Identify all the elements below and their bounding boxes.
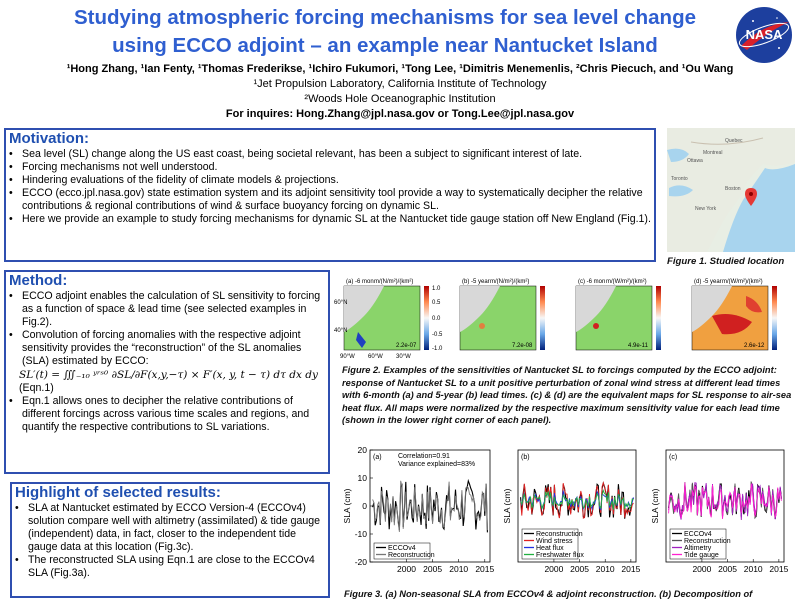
title-line-2: using ECCO adjoint – an example near Nantucket Island bbox=[112, 34, 658, 57]
x-tick-label: 2015 bbox=[475, 564, 495, 574]
authors-line: ¹Hong Zhang, ¹Ian Fenty, ¹Thomas Frederikse, ¹Ichiro Fukumori, ¹Tong Lee, ¹Dimitris Menemenlis, ²Chris Piecuch, and ¹Ou Wang bbox=[66, 63, 734, 75]
legend-entry: Wind stress bbox=[536, 538, 573, 545]
y-axis-label: SLA (cm) bbox=[342, 488, 352, 524]
title-line-1: Studying atmospheric forcing mechanisms for sea level change bbox=[73, 6, 697, 29]
cbar-tick: 1.0 bbox=[432, 286, 441, 292]
fig2-a-scale: 2.2e-07 bbox=[396, 343, 417, 349]
legend-entry: Tide gauge bbox=[684, 552, 719, 559]
cbar-tick: 0.5 bbox=[432, 300, 441, 306]
list-item: • SLA at Nantucket estimated by ECCO Version-4 (ECCOv4) solution compare well with altimetry (assimilated) & tide gauge (independent) data, in fact, closer to the independent tide gauge data at this location (Fig.3c). bbox=[15, 502, 326, 554]
figure1-map bbox=[667, 128, 795, 252]
fig2-c-scale: 4.9e-11 bbox=[628, 343, 648, 349]
affiliation-whoi: ²Woods Hole Oceanographic Institution bbox=[304, 93, 496, 105]
inquiries-line: For inquires: Hong.Zhang@jpl.nasa.gov or Tong.Lee@jpl.nasa.gov bbox=[225, 108, 575, 120]
nasa-logo-text: NASA bbox=[745, 27, 783, 42]
x-tick-label: 2010 bbox=[595, 564, 615, 574]
y-axis-label: SLA (cm) bbox=[502, 488, 512, 524]
x-tick-label: 2000 bbox=[692, 564, 712, 574]
chart-annotation: Correlation=0.91 bbox=[398, 453, 450, 460]
poster-title bbox=[40, 4, 730, 60]
fig2-a-label: (a) -6 mon bbox=[346, 279, 374, 285]
motivation-list bbox=[6, 148, 654, 226]
eqn1-label: (Eqn.1) bbox=[19, 382, 54, 394]
figure2-panels bbox=[336, 276, 796, 360]
author-block bbox=[0, 62, 800, 122]
list-item: • ECCO adjoint enables the calculation of SL sensitivity to forcing as a function of space & lead time (see selected examples in Fig.2). bbox=[9, 290, 326, 329]
map-label-new-york: New York bbox=[695, 206, 717, 212]
lon-tick: 90°W bbox=[340, 354, 355, 360]
fig2-c-units: m/(W/m²)/(km²) bbox=[606, 279, 647, 285]
legend-entry: Heat flux bbox=[536, 545, 564, 552]
fig2-b-scale: 7.2e-08 bbox=[512, 343, 533, 349]
x-tick-label: 2000 bbox=[544, 564, 564, 574]
figure1-caption: Figure 1. Studied location bbox=[667, 256, 785, 267]
motivation-box bbox=[4, 128, 656, 262]
legend-entry: Reconstruction bbox=[388, 552, 435, 559]
results-box bbox=[10, 482, 330, 598]
list-item: • Convolution of forcing anomalies with the respective adjoint sensitivity provides the “reconstruction” of the SL anomalies (SLA) estimated by ECCO: bbox=[9, 329, 326, 368]
method-list bbox=[6, 290, 328, 368]
list-item: • The reconstructed SLA using Eqn.1 are close to the ECCOv4 SLA (Fig.3a). bbox=[15, 554, 326, 580]
fig2-panel-c bbox=[576, 279, 661, 350]
list-item: • Sea level (SL) change along the US east coast, being societal relevant, has been a subject to significant interest of late. bbox=[9, 148, 652, 161]
fig2-c-label: (c) -6 mon bbox=[578, 279, 606, 285]
eqn1-formula: SL′(t) = ∭₋₁₀ ʸʳˢ⁰ ∂SL/∂F(x,y,−τ) × F′(x, y, t − τ) dτ dx dy bbox=[19, 369, 318, 381]
y-tick-label: 0 bbox=[362, 501, 367, 511]
list-item: • Hindering evaluations of the fidelity of climate models & projections. bbox=[9, 174, 652, 187]
map-label-toronto: Toronto bbox=[671, 176, 688, 182]
map-label-montreal: Montreal bbox=[703, 150, 723, 156]
x-tick-label: 2000 bbox=[397, 564, 416, 574]
legend-entry: Altimetry bbox=[684, 545, 712, 552]
method-list-2 bbox=[6, 395, 328, 434]
fig3-panel-1 bbox=[342, 445, 495, 574]
map-label-boston: Boston bbox=[725, 186, 741, 192]
cbar-tick: -1.0 bbox=[432, 346, 443, 352]
map-label-ottawa: Ottawa bbox=[687, 158, 703, 164]
legend-entry: Reconstruction bbox=[684, 538, 731, 545]
fig2-a-units: m/(N/m²)/(km²) bbox=[374, 279, 414, 285]
figure2-svg bbox=[336, 276, 796, 360]
figure2-caption: Figure 2. Examples of the sensitivities of Nantucket SL to forcings computed by the ECCO adjoint: response of Nantucket SL to a unit positive perturbation of zonal wind stress at different lead times with 6-month (a) and 5-year (b) lead times. (c) & (d) are the equivalent maps for SL response to air-sea heat flux. All maps were normalized by the respective maximum sensitivity value for each lead time (shown in the lower right corner of each panel). bbox=[342, 365, 792, 425]
x-tick-label: 2010 bbox=[743, 564, 763, 574]
y-tick-label: 10 bbox=[357, 473, 367, 483]
panel-label: (b) bbox=[521, 454, 530, 461]
chart-annotation: Variance explained=83% bbox=[398, 461, 476, 468]
map-label-quebec: Quebec bbox=[725, 138, 743, 144]
cbar-tick: 0.0 bbox=[432, 316, 441, 322]
x-tick-label: 2005 bbox=[423, 564, 443, 574]
x-tick-label: 2005 bbox=[718, 564, 738, 574]
list-item: • ECCO (ecco.jpl.nasa.gov) state estimation system and its adjoint sensitivity tool provide a way to systematically decipher the relative contributions & regional contributions of wind & surface buoyancy forcing on dynamic SL. bbox=[9, 187, 652, 213]
x-tick-label: 2015 bbox=[769, 564, 789, 574]
figure3-charts bbox=[336, 440, 796, 586]
lat-tick: 40°N bbox=[334, 328, 348, 334]
legend-entry: Reconstruction bbox=[536, 531, 583, 538]
legend-entry: ECCOv4 bbox=[684, 531, 712, 538]
method-box bbox=[4, 270, 330, 474]
legend-entry: Freshwater flux bbox=[536, 552, 584, 559]
fig2-panel-d bbox=[692, 279, 777, 350]
fig3-panel-2 bbox=[502, 450, 641, 574]
fig3-panel-3 bbox=[650, 450, 789, 574]
motivation-heading: Motivation: bbox=[9, 130, 89, 147]
x-tick-label: 2010 bbox=[449, 564, 469, 574]
lat-tick: 60°N bbox=[334, 300, 348, 306]
y-tick-label: -10 bbox=[354, 529, 367, 539]
panel-label: (c) bbox=[669, 454, 678, 461]
y-tick-label: 20 bbox=[357, 445, 367, 455]
nasa-logo bbox=[733, 4, 795, 66]
list-item: • Forcing mechanisms not well understood. bbox=[9, 161, 652, 174]
fig2-b-label: (b) -5 year bbox=[462, 279, 490, 285]
x-tick-label: 2015 bbox=[621, 564, 641, 574]
fig2-d-scale: 2.6e-12 bbox=[744, 343, 765, 349]
legend-entry: ECCOv4 bbox=[388, 545, 416, 552]
panel-label: (a) bbox=[373, 454, 382, 461]
fig2-d-label: (d) -5 year bbox=[694, 279, 722, 285]
fig2-panel-a bbox=[344, 279, 429, 350]
lon-tick: 60°W bbox=[368, 354, 383, 360]
cbar-tick: -0.5 bbox=[432, 332, 443, 338]
x-tick-label: 2005 bbox=[570, 564, 590, 574]
results-list bbox=[12, 502, 328, 580]
lon-tick: 30°W bbox=[396, 354, 411, 360]
fig2-panel-b bbox=[460, 279, 545, 350]
method-heading: Method: bbox=[9, 272, 68, 289]
y-axis-label: SLA (cm) bbox=[650, 488, 660, 524]
fig2-b-units: m/(N/m²)/(km²) bbox=[490, 279, 530, 285]
fig2-d-units: m/(W/m²)/(km²) bbox=[722, 279, 763, 285]
list-item: • Here we provide an example to study forcing mechanisms for dynamic SL at the Nantucket tide gauge station off New England (Fig.1). bbox=[9, 213, 652, 226]
list-item: • Eqn.1 allows ones to decipher the relative contributions of different forcings across various time scales and regions, and quantify the respective contributions to SL variations. bbox=[9, 395, 326, 434]
figure3-caption: Figure 3. (a) Non-seasonal SLA from ECCOv4 & adjoint reconstruction. (b) Decomposition of bbox=[344, 589, 753, 599]
results-heading: Highlight of selected results: bbox=[15, 484, 221, 501]
affiliation-jpl: ¹Jet Propulsion Laboratory, California Institute of Technology bbox=[253, 78, 547, 90]
y-tick-label: -20 bbox=[354, 557, 367, 567]
